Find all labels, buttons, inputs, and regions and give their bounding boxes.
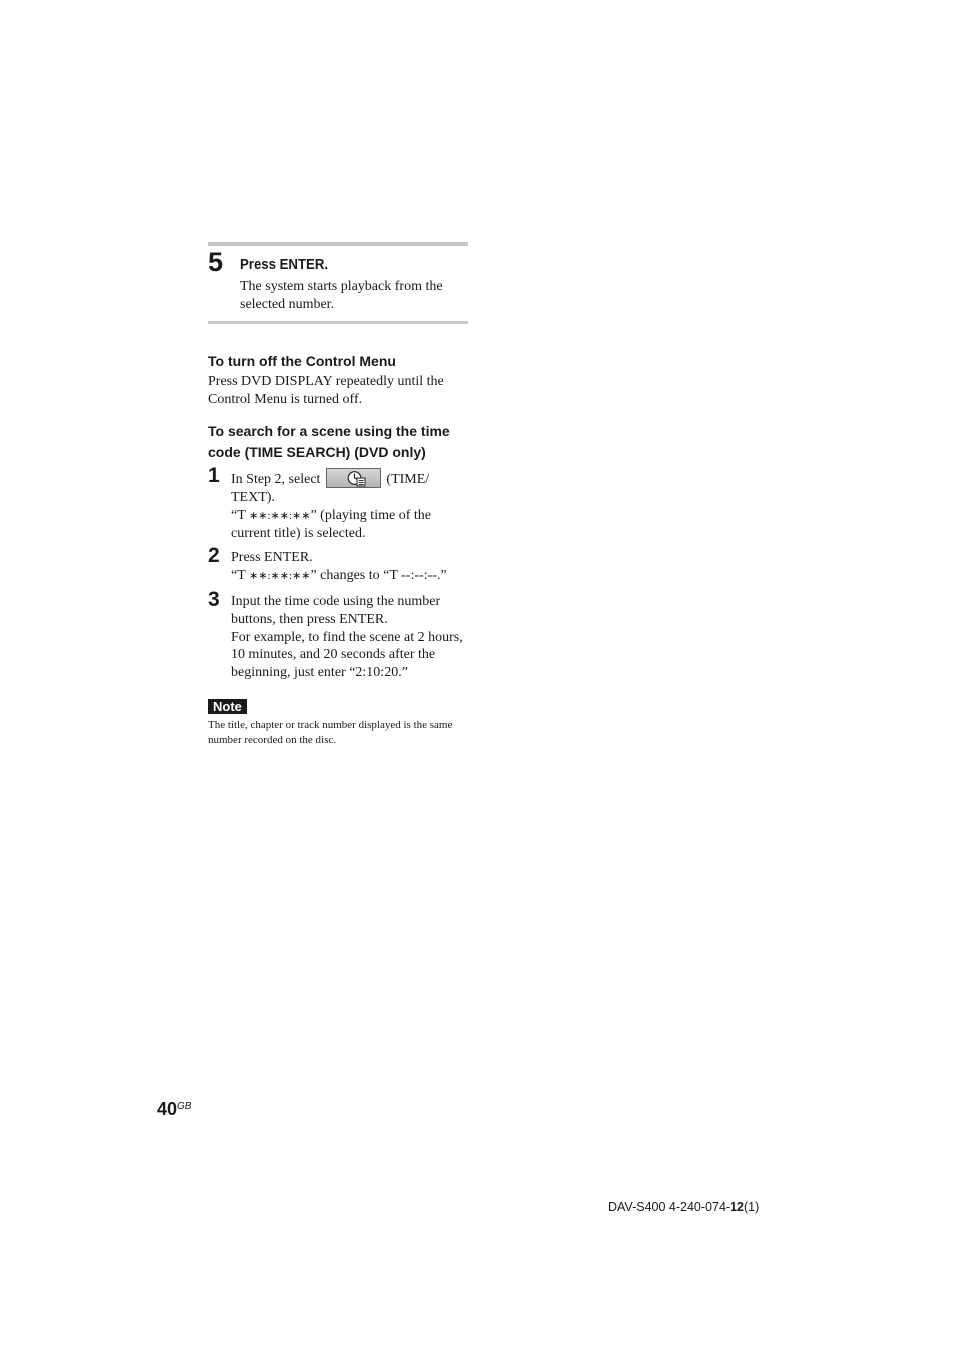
step-text: In Step 2, select — [231, 472, 321, 487]
section-heading-control-menu-off: To turn off the Control Menu — [208, 353, 396, 369]
step-number: 3 — [208, 588, 220, 611]
step-text: (TIME/ TEXT). — [231, 472, 430, 505]
model-code-suffix: (1) — [743, 1200, 760, 1214]
step-text: “T — [231, 567, 250, 583]
step-text: ” (playing time of the current title) is selected. — [231, 507, 431, 542]
step-text: For example, to find the scene at 2 hours, 10 minutes, and 20 seconds after the beginning, just enter “2:10:20.” — [231, 629, 463, 681]
step-number: 5 — [208, 247, 224, 277]
model-code-prefix: DAV-S400 4-240-074- — [608, 1200, 731, 1214]
page-number-suffix: GB — [177, 1101, 192, 1112]
step-text: ” changes to “T --:--:--.” — [310, 567, 447, 583]
clock-menu-icon — [326, 468, 381, 488]
step-body: The system starts playback from the selected number. — [240, 279, 443, 312]
step-text: “T — [231, 507, 250, 523]
time-code: ∗∗:∗∗:∗∗ — [249, 569, 311, 582]
step-title: Press ENTER. — [240, 256, 329, 273]
page-number — [157, 1099, 191, 1120]
step-text: Input the time code using the number buttons, then press ENTER. — [231, 594, 441, 627]
section-body-control-menu-off: Press DVD DISPLAY repeatedly until the Control Menu is turned off. — [208, 374, 444, 407]
step-body — [231, 549, 471, 586]
step-body — [231, 593, 471, 682]
step-body — [231, 468, 471, 543]
section-heading-time-search: To search for a scene using the time code (TIME SEARCH) (DVD only) — [208, 423, 450, 460]
step-number: 1 — [208, 464, 220, 487]
time-code: ∗∗:∗∗:∗∗ — [249, 509, 311, 522]
step-text: Press ENTER. — [231, 550, 313, 565]
note-label: Note — [208, 699, 247, 714]
step-number: 2 — [208, 544, 220, 567]
model-code-bold: 12 — [730, 1200, 744, 1214]
page-number-value: 40 — [157, 1099, 178, 1119]
note-text: The title, chapter or track number displayed is the same number recorded on the disc. — [208, 719, 453, 746]
step5-box — [208, 242, 468, 324]
model-code — [608, 1200, 759, 1214]
